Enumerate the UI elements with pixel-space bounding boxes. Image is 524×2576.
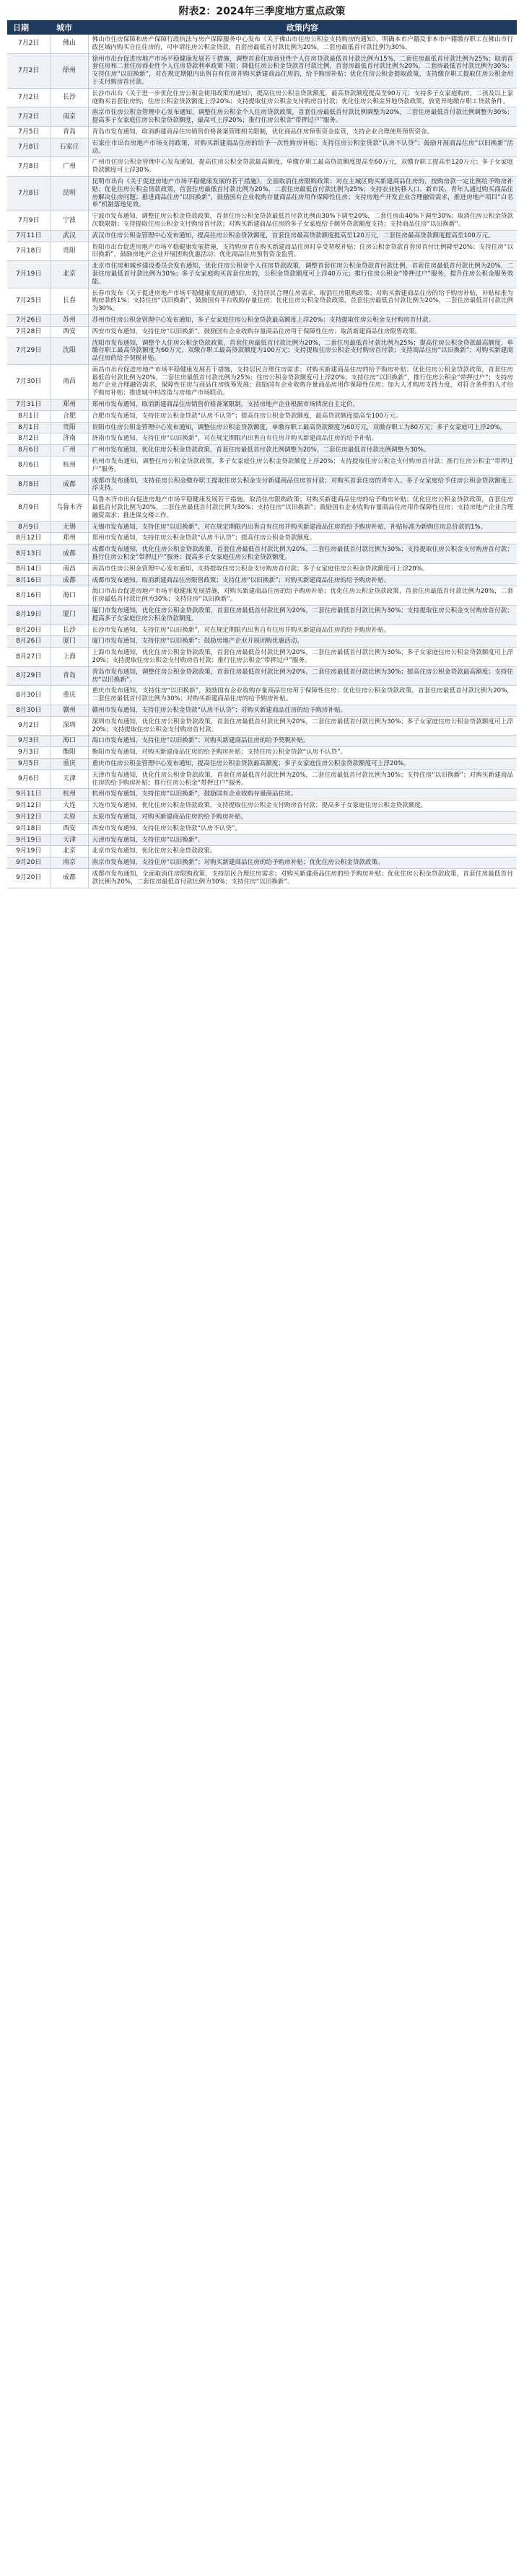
row-date: 8月19日 <box>7 606 51 625</box>
row-date: 7月2日 <box>7 107 51 127</box>
row-content: 徐州市出台促进房地产市场平稳健康发展若干措施，调整首套住房商业性个人住房贷款最低首付款比例为15%，二套住房最低首付款比例为25%；取消首套住房和二套住房商业性个人住房贷款利率政策下限；降低住房公积金贷款首付款比例，首套房最低首付款比例为20%，二套房最低首付款比例为30%；支持住房“以旧换新”，对在规定期限内出售自有住房并购买新建商品住房的，给予购房补贴；优化住房公积金提取政策，支持缴存职工提取住房公积金用于支付购房首付款。 <box>88 53 517 88</box>
row-content: 厦门市发布通知，支持住房“以旧换新”；鼓励房地产企业开展团购优惠活动。 <box>88 636 517 648</box>
row-city: 杭州 <box>51 789 88 800</box>
row-city: 佛山 <box>51 35 88 53</box>
row-date: 9月20日 <box>7 857 51 869</box>
table-row <box>7 800 517 812</box>
row-content: 苏州市住房公积金管理中心发布通知，多子女家庭住房公积金贷款最高额度上浮20%；支持提取住房公积金支付购房首付款。 <box>88 314 517 326</box>
row-date: 8月8日 <box>7 475 51 495</box>
row-date: 7月25日 <box>7 288 51 314</box>
table-row <box>7 242 517 261</box>
table-row <box>7 834 517 846</box>
row-date: 9月3日 <box>7 747 51 759</box>
row-date: 7月28日 <box>7 326 51 338</box>
row-content: 青岛市发布通知，调整住房公积金贷款政策，首套住房最低首付款比例为20%，二套住房最低首付款比例为30%；提高住房公积金贷款最高额度；支持住房“以旧换新”。 <box>88 666 517 686</box>
row-city: 无锡 <box>51 521 88 533</box>
row-date: 7月29日 <box>7 338 51 364</box>
table-row <box>7 433 517 445</box>
row-content: 太原市发布通知，对购买新建商品住房的给予购房补贴。 <box>88 811 517 823</box>
row-content: 成都市发布通知，优化住房公积金贷款政策，首套住房最低首付款比例为20%，二套住房最低首付款比例为30%；支持提取住房公积金支付购房首付款；推行住房公积金“带押过户”服务；提高多子女家庭住房公积金贷款额度。 <box>88 544 517 564</box>
row-date: 8月30日 <box>7 686 51 705</box>
row-date: 8月27日 <box>7 648 51 667</box>
row-content: 杭州市发布通知，调整住房公积金贷款政策，多子女家庭住房公积金贷款额度上浮20%；支持提取住房公积金支付购房首付款；推行住房公积金“带押过户”服务。 <box>88 456 517 476</box>
row-date: 8月2日 <box>7 433 51 445</box>
row-content: 西安市发布通知，支持住房公积金贷款“认房不认贷”。 <box>88 823 517 834</box>
table-row <box>7 364 517 399</box>
row-content: 北京市住房和城乡建设委员会发布通知，优化住房公积金个人住房贷款政策，调整首套住房公积金贷款首付款比例，首套住房最低首付款比例为20%，二套住房最低首付款比例为30%；多子女家庭购买首套住房的，公积金贷款额度可上浮40万元；推行住房公积金“带押过户”服务，提升住房公积金服务效能。 <box>88 261 517 288</box>
row-content: 杭州市发布通知，支持住房“以旧换新”，鼓励国有企业收购存量商品住房。 <box>88 789 517 800</box>
row-content: 成都市发布通知，取消新建商品住房限售政策；支持住房“以旧换新”；对购买新建商品住房的给予购房补贴。 <box>88 575 517 586</box>
row-content: 深圳市发布通知，优化住房公积金贷款政策，首套住房最低首付款比例为20%，二套住房最低首付款比例为30%；多子女家庭住房公积金贷款额度可上浮20%；支持提取住房公积金支付购房首付款。 <box>88 716 517 736</box>
row-city: 郑州 <box>51 533 88 544</box>
row-city: 南昌 <box>51 364 88 399</box>
row-content: 贵阳市住房公积金管理中心发布通知，调整住房公积金贷款额度，单缴存职工最高贷款额度为60万元，双缴存职工为80万元；多子女家庭可上浮20%。 <box>88 422 517 433</box>
table-row <box>7 157 517 177</box>
table-row <box>7 35 517 53</box>
row-city: 北京 <box>51 846 88 857</box>
row-date: 8月26日 <box>7 636 51 648</box>
row-date: 7月18日 <box>7 242 51 261</box>
row-date: 7月8日 <box>7 138 51 157</box>
row-content: 天津市发布通知，支持住房“以旧换新”。 <box>88 834 517 846</box>
row-date: 8月14日 <box>7 563 51 575</box>
row-date: 9月3日 <box>7 736 51 747</box>
row-date: 7月8日 <box>7 176 51 211</box>
row-date: 7月31日 <box>7 400 51 411</box>
row-content: 贵阳市出台促进房地产市场平稳健康发展措施，支持购房者在购买新建商品住房时享受契税补贴；住房公积金贷款首套房首付比例降至20%；支持住房“以旧换新”，鼓励房地产企业开展团购优惠活动；优化商品住房预售资金监管。 <box>88 242 517 261</box>
row-city: 南昌 <box>51 563 88 575</box>
row-date: 9月11日 <box>7 789 51 800</box>
table-row <box>7 475 517 495</box>
row-content: 成都市发布通知，支持住房公积金缴存职工提取住房公积金支付新建商品住房首付款；对购买首套住房的青年人、多子女家庭给予住房公积金贷款额度上浮支持。 <box>88 475 517 495</box>
header-row <box>7 20 517 35</box>
row-date: 9月12日 <box>7 800 51 812</box>
table-row <box>7 410 517 422</box>
table-row <box>7 563 517 575</box>
table-body <box>7 35 517 888</box>
row-city: 北京 <box>51 261 88 288</box>
row-city: 赣州 <box>51 705 88 716</box>
row-date: 8月29日 <box>7 666 51 686</box>
table-row <box>7 736 517 747</box>
table-row <box>7 211 517 231</box>
row-content: 青岛市发布通知，取消新建商品住房销售价格备案管理相关限制，优化商品住房预售资金监管，支持企业合理使用预售资金。 <box>88 126 517 138</box>
row-date: 8月16日 <box>7 575 51 586</box>
row-date: 9月6日 <box>7 769 51 789</box>
row-date: 8月30日 <box>7 705 51 716</box>
table-row <box>7 705 517 716</box>
table-row <box>7 230 517 242</box>
row-content: 乌鲁木齐市出台促进房地产市场平稳健康发展若干措施，取消住房限购政策；对购买新建商品住房的给予购房补贴；优化住房公积金贷款政策，首套住房最低首付款比例为20%，二套住房最低首付款比例为30%；支持住房“以旧换新”；鼓励国有企业收购存量商品住房用作保障性住房；支持房地产企业合理融资需求；推进保交楼工作。 <box>88 495 517 521</box>
row-date: 7月30日 <box>7 364 51 399</box>
policy-table <box>7 20 517 888</box>
row-date: 9月19日 <box>7 846 51 857</box>
row-city: 成都 <box>51 544 88 564</box>
row-content: 佛山市住房保障和房产保障行政执法与房产保障服务中心发布《关于佛山市住房公积金支持购房的通知》，明确本市户籍及非本市户籍缴存职工在佛山市行政区域内购买自住住房的，可申请住房公积金贷款，首套房最低首付款比例为20%，二套房最低首付款比例为30%。 <box>88 35 517 53</box>
row-city: 广州 <box>51 157 88 177</box>
table-row <box>7 338 517 364</box>
table-row <box>7 636 517 648</box>
row-city: 贵阳 <box>51 242 88 261</box>
table-row <box>7 176 517 211</box>
row-date: 9月18日 <box>7 823 51 834</box>
table-row <box>7 811 517 823</box>
row-city: 合肥 <box>51 410 88 422</box>
table-row <box>7 88 517 107</box>
table-row <box>7 521 517 533</box>
header-date: 日期 <box>7 20 51 35</box>
row-content: 广州市住房公积金管理中心发布通知，提高住房公积金贷款最高额度，单缴存职工最高贷款额度提高至60万元，双缴存职工提高至120万元；多子女家庭贷款额度可上浮30%。 <box>88 157 517 177</box>
table-row <box>7 445 517 456</box>
header-city: 城市 <box>51 20 88 35</box>
table-row <box>7 823 517 834</box>
row-date: 8月6日 <box>7 456 51 476</box>
row-content: 昆明市出台《关于促进房地产市场平稳健康发展的若干措施》，全面取消住房限购政策；对在主城区购买新建商品住房的，按购房款一定比例给予购房补贴；优化住房公积金贷款政策，首套住房最低首付款比例为20%，二套住房最低首付款比例为25%；支持农业转移人口、新市民、青年人通过购买商品住房解决住房问题；推进商品住房“以旧换新”，鼓励国有企业收购存量商品住房用作保障性住房；支持房地产开发企业合理融资需求，推进房地产项目“白名单”机制落地见效。 <box>88 176 517 211</box>
row-date: 8月9日 <box>7 495 51 521</box>
row-city: 南京 <box>51 107 88 127</box>
row-city: 乌鲁木齐 <box>51 495 88 521</box>
row-content: 石家庄市出台房地产市场支持政策，对购买新建商品住房的给予一次性购房补贴；支持住房公积金贷款“认房不认贷”；鼓励开展商品住房“以旧换新”活动。 <box>88 138 517 157</box>
row-city: 天津 <box>51 834 88 846</box>
row-content: 天津市发布通知，优化住房公积金贷款政策，首套住房最低首付款比例为20%，二套住房最低首付款比例为30%；支持住房“以旧换新”；对购买新建商品住房的给予购房补贴；推行住房公积金“带押过户”服务。 <box>88 769 517 789</box>
table-row <box>7 769 517 789</box>
table-row <box>7 625 517 636</box>
row-date: 9月5日 <box>7 758 51 769</box>
row-date: 8月1日 <box>7 422 51 433</box>
row-city: 长沙 <box>51 625 88 636</box>
row-city: 武汉 <box>51 230 88 242</box>
row-city: 成都 <box>51 868 88 888</box>
table-row <box>7 857 517 869</box>
row-city: 南京 <box>51 857 88 869</box>
row-date: 7月19日 <box>7 261 51 288</box>
table-row <box>7 544 517 564</box>
row-content: 重庆市发布通知，支持住房“以旧换新”，鼓励国有企业收购存量商品住房用于保障性住房；优化住房公积金贷款政策，首套住房最低首付款比例为20%，二套住房最低首付款比例为30%；对购买新建商品住房的给予购房补贴。 <box>88 686 517 705</box>
table-row <box>7 648 517 667</box>
row-city: 石家庄 <box>51 138 88 157</box>
row-content: 海口市发布通知，支持住房“以旧换新”；对购买新建商品住房的给予契税补贴。 <box>88 736 517 747</box>
row-city: 徐州 <box>51 53 88 88</box>
row-content: 南昌市住房公积金管理中心发布通知，支持提取住房公积金支付购房首付款；多子女家庭住房公积金贷款额度可上浮20%。 <box>88 563 517 575</box>
row-content: 大连市发布通知，优化住房公积金贷款政策，支持提取住房公积金支付购房首付款；提高多子女家庭住房公积金贷款额度。 <box>88 800 517 812</box>
row-city: 杭州 <box>51 456 88 476</box>
row-date: 9月20日 <box>7 868 51 888</box>
row-content: 长春市发布《关于促进房地产市场平稳健康发展的通知》，支持居民合理住房需求，取消住房限购政策；对购买新建商品住房的给予购房补贴，补贴标准为购房款的1%；支持住房“以旧换新”，鼓励国有平台收购存量住房；优化住房公积金贷款政策，首套住房最低首付款比例为20%，二套住房最低首付款比例为30%。 <box>88 288 517 314</box>
row-city: 厦门 <box>51 636 88 648</box>
table-row <box>7 288 517 314</box>
row-city: 郑州 <box>51 400 88 411</box>
table-row <box>7 314 517 326</box>
row-date: 8月20日 <box>7 625 51 636</box>
row-city: 衡阳 <box>51 747 88 759</box>
row-content: 广州市发布通知，优化住房公积金贷款政策，首套住房最低首付款比例调整为20%，二套住房最低首付款比例调整为30%。 <box>88 445 517 456</box>
row-content: 北京市发布通知，优化住房公积金贷款政策。 <box>88 846 517 857</box>
row-date: 8月12日 <box>7 533 51 544</box>
row-content: 长沙市发布通知，支持住房“以旧换新”，对在规定期限内出售自有住房并购买新建商品住房的给予购房补贴。 <box>88 625 517 636</box>
row-city: 天津 <box>51 769 88 789</box>
table-row <box>7 758 517 769</box>
row-date: 8月13日 <box>7 544 51 564</box>
row-date: 7月8日 <box>7 157 51 177</box>
row-content: 宁波市发布通知，调整住房公积金贷款政策，首套住房公积金贷款最低首付款比例由30%下调至20%，二套住房由40%下调至30%；取消住房公积金贷款次数限制；支持提取住房公积金支付购房首付款；对购买新建商品住房的多子女家庭给予额外贷款额度支持；支持商品住房“以旧换新”。 <box>88 211 517 231</box>
row-city: 苏州 <box>51 314 88 326</box>
row-city: 海口 <box>51 736 88 747</box>
row-date: 9月12日 <box>7 811 51 823</box>
row-date: 7月5日 <box>7 126 51 138</box>
table-row <box>7 533 517 544</box>
row-date: 7月11日 <box>7 230 51 242</box>
row-city: 重庆 <box>51 758 88 769</box>
row-date: 7月2日 <box>7 88 51 107</box>
table-row <box>7 747 517 759</box>
row-date: 7月2日 <box>7 53 51 88</box>
row-city: 成都 <box>51 575 88 586</box>
table-row <box>7 107 517 127</box>
row-city: 成都 <box>51 475 88 495</box>
row-city: 青岛 <box>51 666 88 686</box>
row-content: 合肥市发布通知，支持住房公积金贷款“认房不认贷”；提高住房公积金贷款额度，最高贷款额度提高至100万元。 <box>88 410 517 422</box>
row-content: 西安市发布通知，支持住房“以旧换新”，鼓励国有企业收购存量商品住房用于保障性住房；取消新建商品住房限售政策。 <box>88 326 517 338</box>
table-row <box>7 138 517 157</box>
row-content: 赣州市发布通知，支持住房公积金贷款“认房不认贷”；对购买新建商品住房的给予购房补贴。 <box>88 705 517 716</box>
row-city: 长春 <box>51 288 88 314</box>
table-row <box>7 575 517 586</box>
row-city: 太原 <box>51 811 88 823</box>
row-city: 宁波 <box>51 211 88 231</box>
table-row <box>7 422 517 433</box>
row-content: 成都市发布通知，全面取消住房限购政策，支持居民合理住房需求；对购买新建商品住房的给予购房补贴；优化住房公积金贷款政策，首套住房最低首付款比例为20%，二套住房最低首付款比例为30%；支持住房“以旧换新”。 <box>88 868 517 888</box>
row-content: 重庆市住房公积金管理中心发布通知，提高住房公积金贷款最高额度；多子女家庭住房公积金贷款额度可上浮20%。 <box>88 758 517 769</box>
row-content: 南京市住房公积金管理中心发布通知，调整住房公积金个人住房贷款政策，首套住房最低首付款比例调整为20%，二套住房最低首付款比例调整为30%；提高多子女家庭住房公积金贷款额度，最高可上浮20%；推行住房公积金“带押过户”服务。 <box>88 107 517 127</box>
row-content: 上海市发布通知，优化住房公积金贷款政策，首套住房最低首付款比例为20%，二套住房最低首付款比例为30%；多子女家庭住房公积金贷款额度可上浮20%；支持提取住房公积金支付购房首付款；推行住房公积金“带押过户”服务。 <box>88 648 517 667</box>
table-row <box>7 666 517 686</box>
table-row <box>7 53 517 88</box>
table-row <box>7 846 517 857</box>
row-date: 7月26日 <box>7 314 51 326</box>
row-city: 重庆 <box>51 686 88 705</box>
table-title: 附表2：2024年三季度地方重点政策 <box>178 6 346 17</box>
table-row <box>7 456 517 476</box>
row-content: 无锡市发布通知，支持住房“以旧换新”，对在规定期限内出售自有住房并购买新建商品住房的给予购房补贴，补贴标准为新购住房总价款的1%。 <box>88 521 517 533</box>
row-city: 长沙 <box>51 88 88 107</box>
row-city: 沈阳 <box>51 338 88 364</box>
row-content: 沈阳市发布通知，调整个人住房公积金贷款政策，首套住房最低首付款比例为20%，二套住房最低首付款比例为25%；提高住房公积金贷款最高额度，单缴存职工最高贷款额度为60万元，双缴存职工最高贷款额度为100万元；支持提取住房公积金支付购房首付款；支持商品住房“以旧换新”；对购买新建商品住房的给予契税补贴。 <box>88 338 517 364</box>
row-city: 厦门 <box>51 606 88 625</box>
table-row <box>7 716 517 736</box>
table-row <box>7 686 517 705</box>
row-content: 海口市出台促进房地产市场平稳健康发展措施，对购买新建商品住房的给予购房补贴；优化住房公积金贷款政策，首套住房最低首付款比例为20%，二套住房最低首付款比例为30%；支持住房“以旧换新”。 <box>88 586 517 606</box>
row-city: 大连 <box>51 800 88 812</box>
row-city: 西安 <box>51 326 88 338</box>
row-date: 8月1日 <box>7 410 51 422</box>
row-date: 9月2日 <box>7 716 51 736</box>
row-content: 南京市发布通知，支持住房“以旧换新”；对购买新建商品住房的给予购房补贴；优化住房公积金贷款政策。 <box>88 857 517 869</box>
row-city: 西安 <box>51 823 88 834</box>
row-city: 贵阳 <box>51 422 88 433</box>
row-city: 上海 <box>51 648 88 667</box>
row-city: 济南 <box>51 433 88 445</box>
table-row <box>7 400 517 411</box>
row-city: 昆明 <box>51 176 88 211</box>
row-content: 武汉市住房公积金管理中心发布通知，提高住房公积金贷款额度，首套住房最高贷款额度提高至120万元，二套住房最高贷款额度提高至100万元。 <box>88 230 517 242</box>
header-content: 政策内容 <box>88 20 517 35</box>
table-row <box>7 495 517 521</box>
row-content: 郑州市发布通知，取消新建商品住房销售价格备案限制，支持房地产企业根据市场情况自主定价。 <box>88 400 517 411</box>
row-date: 8月16日 <box>7 586 51 606</box>
row-content: 郑州市发布通知，支持住房公积金贷款“认房不认贷”；提高住房公积金贷款额度。 <box>88 533 517 544</box>
table-row <box>7 126 517 138</box>
row-content: 南昌市出台促进房地产市场平稳健康发展若干措施，支持居民合理住房需求；对购买新建商品住房的给予购房补贴；优化住房公积金贷款政策，首套住房最低首付款比例为20%，二套住房最低首付款比例为25%；住房公积金贷款额度可上浮20%；支持住房“以旧换新”，推行住房公积金“带押过户”；支持房地产企业合理融资需求，保障性住房与商品住房统筹发展；鼓励国有企业收购存量商品房用作保障性住房；加大人才购房支持力度，对符合条件的人才给予购房补贴；推进城中村改造与房地产市场联动。 <box>88 364 517 399</box>
row-city: 青岛 <box>51 126 88 138</box>
table-header <box>7 20 517 35</box>
table-row <box>7 261 517 288</box>
row-date: 8月6日 <box>7 445 51 456</box>
row-date: 9月19日 <box>7 834 51 846</box>
table-row <box>7 586 517 606</box>
row-content: 长沙市出台《关于进一步优化住房公积金使用政策的通知》，提高住房公积金贷款额度，最高贷款额度提高至90万元；支持多子女家庭购房，二孩及以上家庭购买首套住房的，住房公积金贷款额度上浮20%；支持提取住房公积金支付购房首付款；优化住房公积金异地贷款政策，放宽异地缴存职工贷款条件。 <box>88 88 517 107</box>
table-row <box>7 606 517 625</box>
row-date: 7月2日 <box>7 35 51 53</box>
row-date: 8月9日 <box>7 521 51 533</box>
table-row <box>7 868 517 888</box>
row-city: 深圳 <box>51 716 88 736</box>
row-content: 济南市发布通知，支持住房“以旧换新”，对在规定期限内出售自有住房并购买新建商品住房的给予补贴。 <box>88 433 517 445</box>
row-city: 海口 <box>51 586 88 606</box>
table-row <box>7 326 517 338</box>
row-content: 厦门市发布通知，优化住房公积金贷款政策，首套住房最低首付款比例为20%，二套住房最低首付款比例为30%；支持提取住房公积金支付购房首付款；提高多子女家庭住房公积金贷款额度。 <box>88 606 517 625</box>
row-date: 7月9日 <box>7 211 51 231</box>
row-city: 广州 <box>51 445 88 456</box>
row-content: 衡阳市发布通知，对购买新建商品住房的给予购房补贴；支持住房公积金贷款“认房不认贷”。 <box>88 747 517 759</box>
table-row <box>7 789 517 800</box>
